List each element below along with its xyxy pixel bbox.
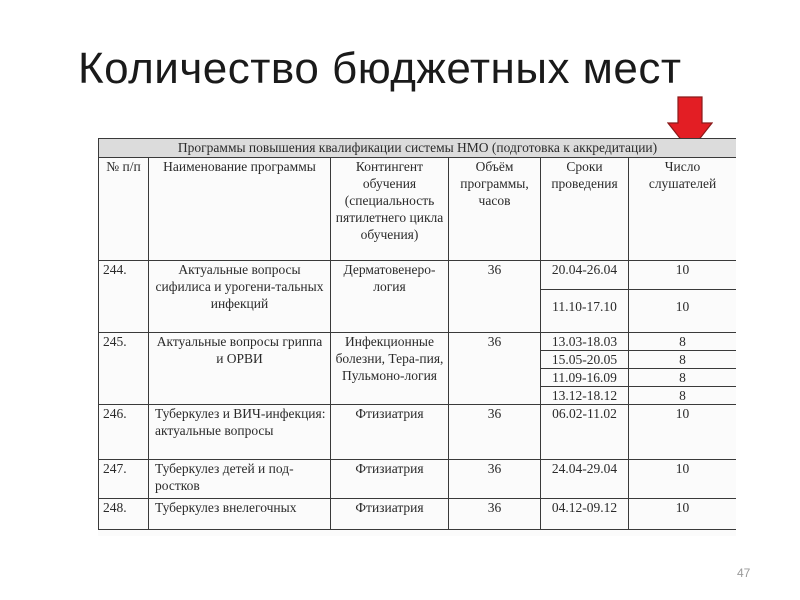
slide-title: Количество бюджетных мест xyxy=(78,44,682,93)
session-listeners: 10 xyxy=(629,405,737,460)
contingent: Фтизиатрия xyxy=(331,499,449,530)
table-row xyxy=(99,460,737,499)
col-header-hours: Объём программы, часов xyxy=(449,158,541,261)
hours: 36 xyxy=(449,261,541,333)
session-listeners: 10 xyxy=(629,499,737,530)
col-header-name: Наименование программы xyxy=(149,158,331,261)
session-dates: 13.03-18.03 xyxy=(541,333,629,351)
table-row xyxy=(99,261,737,290)
program-name: Актуальные вопросы сифилиса и урогени-тальных инфекций xyxy=(149,261,331,333)
table-row xyxy=(99,333,737,351)
scanned-table-image xyxy=(98,138,736,536)
table-band-title: Программы повышения квалификации системы НМО (подготовка к аккредитации) xyxy=(99,139,737,158)
row-num: 247. xyxy=(99,460,149,499)
session-dates: 24.04-29.04 xyxy=(541,460,629,499)
contingent: Дерматовенеро-логия xyxy=(331,261,449,333)
hours: 36 xyxy=(449,460,541,499)
program-name: Туберкулез и ВИЧ-инфекция: актуальные вопросы xyxy=(149,405,331,460)
page-number: 47 xyxy=(737,566,751,580)
hours: 36 xyxy=(449,333,541,405)
row-num: 248. xyxy=(99,499,149,530)
contingent: Фтизиатрия xyxy=(331,405,449,460)
session-dates: 11.09-16.09 xyxy=(541,369,629,387)
hours: 36 xyxy=(449,499,541,530)
program-name: Актуальные вопросы гриппа и ОРВИ xyxy=(149,333,331,405)
session-listeners: 10 xyxy=(629,460,737,499)
program-name: Туберкулез внелегочных xyxy=(149,499,331,530)
session-dates: 06.02-11.02 xyxy=(541,405,629,460)
session-dates: 13.12-18.12 xyxy=(541,387,629,405)
row-num: 245. xyxy=(99,333,149,405)
session-dates: 04.12-09.12 xyxy=(541,499,629,530)
session-listeners: 10 xyxy=(629,261,737,290)
table-row xyxy=(99,405,737,460)
session-listeners: 8 xyxy=(629,351,737,369)
session-listeners: 8 xyxy=(629,387,737,405)
hours: 36 xyxy=(449,405,541,460)
col-header-dates: Сроки проведения xyxy=(541,158,629,261)
session-listeners: 8 xyxy=(629,369,737,387)
col-header-listeners: Число слушателей xyxy=(629,158,737,261)
session-dates: 20.04-26.04 xyxy=(541,261,629,290)
programs-table xyxy=(98,138,736,530)
session-listeners: 10 xyxy=(629,290,737,333)
contingent: Фтизиатрия xyxy=(331,460,449,499)
row-num: 246. xyxy=(99,405,149,460)
col-header-num: № п/п xyxy=(99,158,149,261)
contingent: Инфекционные болезни, Тера-пия, Пульмоно-логия xyxy=(331,333,449,405)
session-dates: 15.05-20.05 xyxy=(541,351,629,369)
row-num: 244. xyxy=(99,261,149,333)
session-dates: 11.10-17.10 xyxy=(541,290,629,333)
session-listeners: 8 xyxy=(629,333,737,351)
table-row xyxy=(99,499,737,530)
col-header-contingent: Контингент обучения (специальность пятилетнего цикла обучения) xyxy=(331,158,449,261)
program-name: Туберкулез детей и под-ростков xyxy=(149,460,331,499)
